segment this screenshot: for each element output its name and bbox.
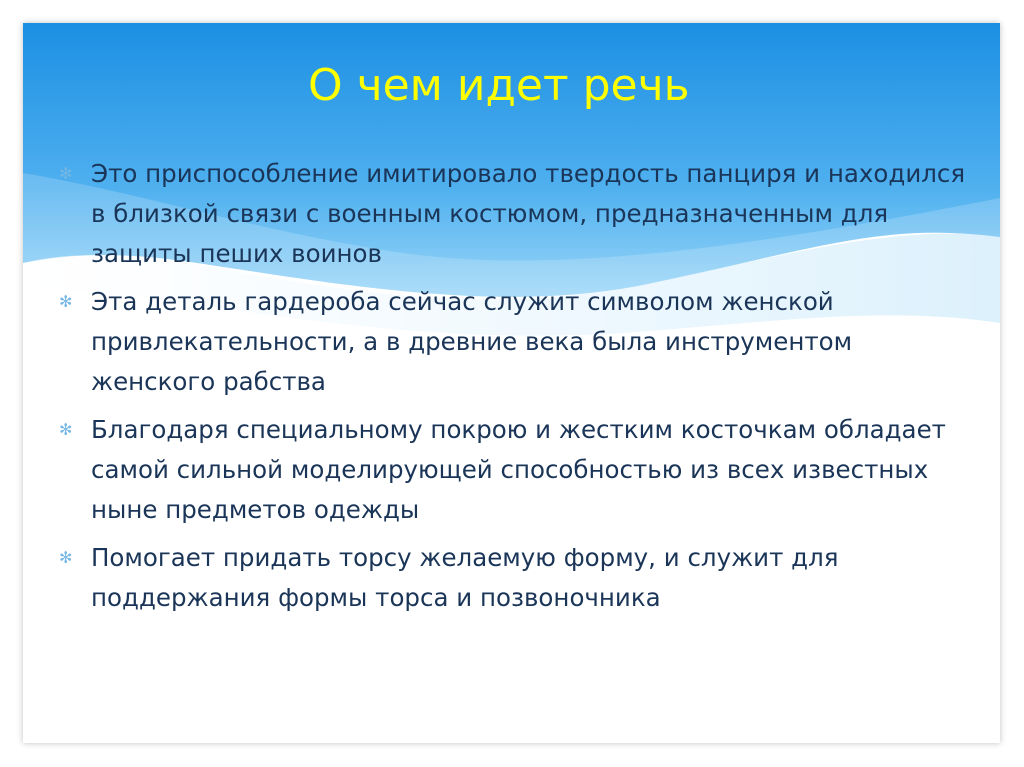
asterisk-bullet-icon: ✻ (59, 420, 73, 439)
asterisk-bullet-icon: ✻ (59, 548, 73, 567)
slide-title: О чем идет речь (308, 60, 690, 111)
bullet-list (59, 154, 979, 626)
bullet-item (59, 154, 979, 274)
bullet-text: Помогает придать торсу желаемую форму, и служит для поддержания формы торса и позвоночника (91, 543, 839, 612)
bullet-item (59, 538, 979, 618)
asterisk-bullet-icon: ✻ (59, 292, 73, 311)
slide (23, 23, 1000, 743)
bullet-item (59, 282, 979, 402)
asterisk-bullet-icon: ✻ (59, 164, 73, 183)
bullet-text: Это приспособление имитировало твердость панциря и находился в близкой связи с военным костюмом, предназначенным для защиты пеших воинов (91, 159, 966, 268)
bullet-text: Благодаря специальному покрою и жестким косточкам обладает самой сильной моделирующей способностью из всех известных ныне предметов одежды (91, 415, 946, 524)
bullet-item (59, 410, 979, 530)
bullet-text: Эта деталь гардероба сейчас служит символом женской привлекательности, а в древние века была инструментом женского рабства (91, 287, 853, 396)
